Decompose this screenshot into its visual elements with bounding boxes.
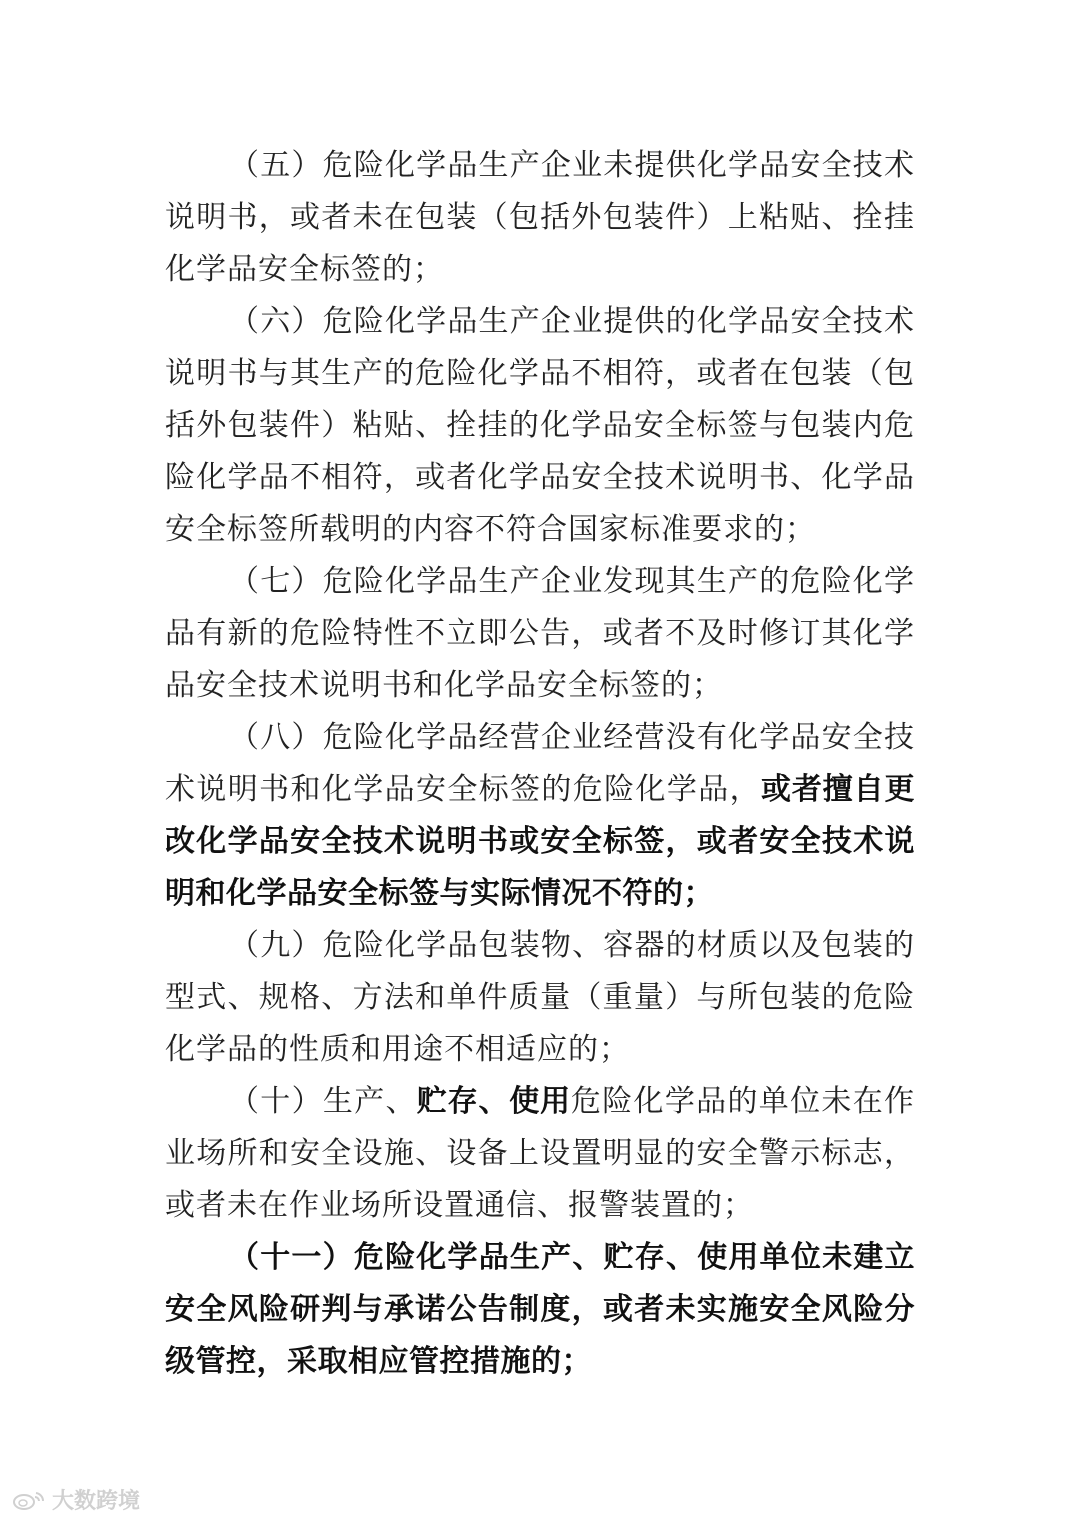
paragraph-item-8: [165, 712, 915, 920]
paragraph-item-10-lead: （十）生产、: [229, 1084, 417, 1119]
paragraph-item-6: （六）危险化学品生产企业提供的化学品安全技术说明书与其生产的危险化学品不相符，或者在包装（包括外包装件）粘贴、拴挂的化学品安全标签与包装内危险化学品不相符，或者化学品安全技术说明书、化学品安全标签所载明的内容不符合国家标准要求的；: [165, 304, 915, 547]
paragraph-item-10: [165, 1076, 915, 1232]
paragraph-item-7: （七）危险化学品生产企业发现其生产的危险化学品有新的危险特性不立即公告，或者不及时修订其化学品安全技术说明书和化学品安全标签的；: [165, 564, 915, 703]
paragraph-item-5: （五）危险化学品生产企业未提供化学品安全技术说明书，或者未在包装（包括外包装件）上粘贴、拴挂化学品安全标签的；: [165, 148, 915, 287]
watermark-text: 大数跨境: [52, 1489, 141, 1514]
paragraph-item-11: （十一）危险化学品生产、贮存、使用单位未建立安全风险研判与承诺公告制度，或者未实施安全风险分级管控，采取相应管控措施的；: [165, 1240, 915, 1379]
paragraph-item-8-regular: （八）危险化学品经营企业经营没有化学品安全技术说明书和化学品安全标签的危险化学品，: [165, 720, 915, 807]
document-page: [165, 140, 915, 1388]
watermark: [12, 1484, 140, 1515]
paragraph-item-8-bold: 或者擅自更改化学品安全技术说明书或安全标签，或者安全技术说明和化学品安全标签与实际情况不符的；: [165, 772, 916, 911]
weibo-logo-icon: [12, 1489, 46, 1511]
paragraph-item-9: （九）危险化学品包装物、容器的材质以及包装的型式、规格、方法和单件质量（重量）与所包装的危险化学品的性质和用途不相适应的；: [165, 928, 915, 1067]
paragraph-item-10-bold: 贮存、使用: [416, 1084, 571, 1119]
paragraph-item-10-rest: 危险化学品的单位未在作业场所和安全设施、设备上设置明显的安全警示标志，或者未在作业场所设置通信、报警装置的；: [165, 1084, 916, 1223]
